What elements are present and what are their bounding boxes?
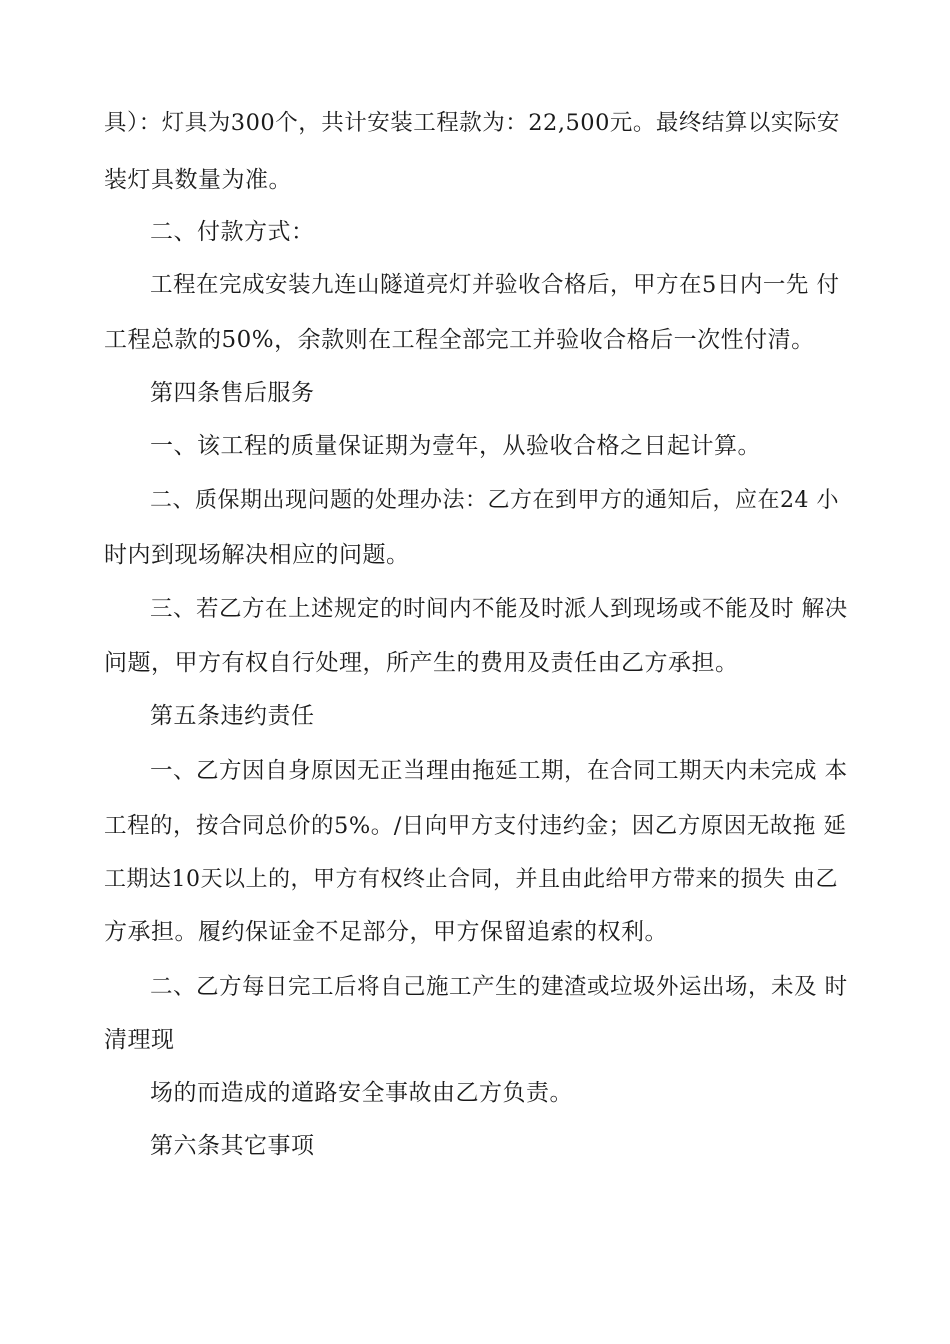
paragraph-line: 工程在完成安装九连山隧道亮灯并验收合格后，甲方在5日内一先 付: [150, 272, 840, 298]
paragraph-line: 二、质保期出现问题的处理办法：乙方在到甲方的通知后，应在24 小: [150, 488, 839, 513]
paragraph-line: 场的而造成的道路安全事故由乙方负责。: [150, 1080, 573, 1106]
paragraph-line: 一、该工程的质量保证期为壹年，从验收合格之日起计算。: [150, 433, 761, 459]
paragraph-line: 具）：灯具为300个，共计安装工程款为：22,500元。最终结算以实际安: [104, 110, 840, 136]
article-heading: 第六条其它事项: [150, 1133, 315, 1159]
article-heading: 第五条违约责任: [150, 703, 315, 729]
paragraph-line: 工程总款的50%，余款则在工程全部完工并验收合格后一次性付清。: [104, 327, 815, 353]
paragraph-line: 一、乙方因自身原因无正当理由拖延工期，在合同工期天内未完成 本: [150, 758, 848, 784]
paragraph-line: 三、若乙方在上述规定的时间内不能及时派人到现场或不能及时 解决: [150, 596, 848, 622]
paragraph-line: 时内到现场解决相应的问题。: [104, 542, 410, 568]
article-heading: 第四条售后服务: [150, 380, 315, 406]
paragraph-line: 二、乙方每日完工后将自己施工产生的建渣或垃圾外运出场，未及 时: [150, 974, 848, 1000]
paragraph-line: 方承担。履约保证金不足部分，甲方保留追索的权利。: [104, 919, 668, 945]
paragraph-line: 工期达10天以上的，甲方有权终止合同，并且由此给甲方带来的损失 由乙: [104, 867, 838, 892]
paragraph-line: 工程的，按合同总价的5%。/日向甲方支付违约金；因乙方原因无故拖 延: [104, 813, 847, 839]
section-heading: 二、付款方式：: [150, 219, 315, 245]
paragraph-line: 清理现: [104, 1027, 175, 1053]
paragraph-line: 装灯具数量为准。: [104, 167, 292, 193]
paragraph-line: 问题，甲方有权自行处理，所产生的费用及责任由乙方承担。: [104, 650, 739, 676]
